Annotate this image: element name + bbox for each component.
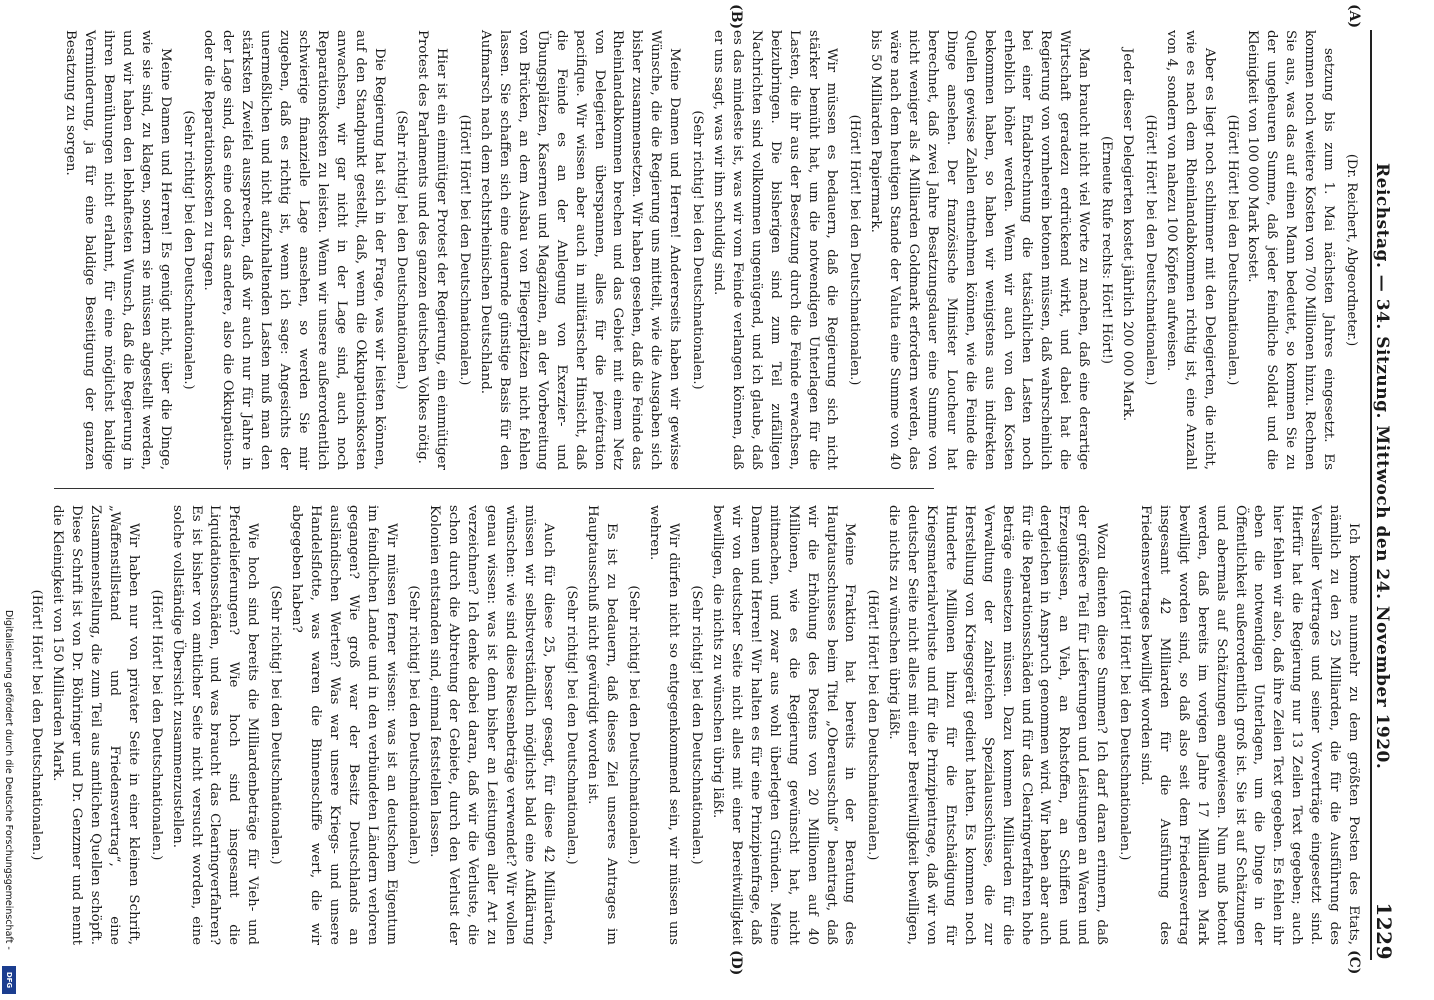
- interjection: (Hört! Hört! bei den Deutschnationalen.): [29, 589, 45, 861]
- interjection: (Hört! Hört! bei den Deutschnationalen.): [1117, 589, 1133, 861]
- text-column-right: [29, 505, 1362, 945]
- credit-text: Digitalisierung gefördert durch die Deutsche Forschungsgemeinschaft -: [3, 610, 14, 950]
- logo-text: DFG: [5, 971, 13, 989]
- dfg-logo: [2, 966, 16, 994]
- paragraph: Man braucht nicht viel Worte zu machen, daß eine derartige Wirtschaft geradezu erdrückend wirkt, und dabei hat die Regierung von vornherein betonen müssen, daß wahrscheinlich bei einer Endabrechnung die tatsächlichen Lasten noch erheblich höher werden. Wenn wir auch von den Kosten bekommen haben, so haben wir wenigstens aus indirekten Quellen gewisse Zahlen entnehmen können, wie die Feinde die Dinge ansehen. Der französische Minister Loucheur hat berechnet, daß zwei Jahre Besatzungsdauer eine Summe von nicht weniger als 4 Milliarden Goldmark erfordern werden, das wäre nach dem heutigen Stande der Valuta eine Summe von 40 bis 50 Milliarden Papiermark.: [868, 30, 1092, 470]
- paragraph: Aber es liegt noch schlimmer mit den Delegierten, die nicht, wie es nach dem Rheinlandabkommen richtig ist, eine Anzahl von 4, sondern von nahezu 100 Köpfen aufweisen.: [1163, 30, 1217, 470]
- margin-mark-c: (C): [1346, 950, 1362, 975]
- paragraph: Wie hoch sind bereits die Milliardenbeträge für Vieh- und Pferdelieferungen? Wie hoch sind insgesamt die Liquidationsschäden, und was braucht das Clearingverfahren? Es ist bisher von amtlicher Seite nicht versucht worden, eine solche vollständige Übersicht zusammenzustellen.: [169, 505, 261, 945]
- margin-mark-b: (B): [728, 4, 744, 30]
- digitization-credit: [0, 610, 16, 1000]
- paragraph: Wir müssen ferner wissen: was ist an deutschem Eigentum im feindlichen Lande und in den verbündeten Ländern verloren gegangen? Wie groß war der Besitz Deutschlands an ausländischen Werten? Was war unsere Kriegs- und unsere Handelsflotte, was waren die Binnenschiffe wert, die wir abgegeben haben?: [289, 505, 399, 945]
- paragraph: Die Regierung hat sich in der Frage, was wir leisten können, auf den Standpunkt gestellt, daß, wenn die Okkupationskosten anwachsen, wir gar nicht in der Lage sind, auch noch Reparationskosten zu leisten. Wenn wir unsere außerordentlich schwierige finanzielle Lage ansehen, so werden Sie mir zugeben, daß es richtig ist, wenn ich sage: Angesichts der unermeßlichen und nicht aufzuhaltenden Lasten muß man den stärksten Zweifel aussprechen, daß wir auch nur für Jahre in der Lage sind, das eine oder das andere, also die Okkupations- oder die Reparationskosten zu tragen.: [201, 30, 387, 470]
- interjection: (Hört! Hört! bei den Deutschnationalen.): [148, 589, 164, 861]
- paragraph: Meine Damen und Herren! Andererseits haben wir gewisse Wünsche, die die Regierung uns mitteilt, wie die Ausgaben sich bisher zusammensetzen. Wir haben gesehen, daß die Feinde das Rheinlandabkommen brechen und das Gebiet mit einem Netz von Delegierten überspannen, alles für die pénétration pacifique. Wir wissen aber auch in militärischer Hinsicht, daß die Feinde es an der Anlegung von Exerzier- und Übungsplätzen, Kasernen und Magazinen, an der Vorbereitung von Brücken, an dem Ausbau von Fliegerplätzen nicht fehlen lassen. Sie schaffen sich eine dauernde günstige Basis für den Aufmarsch nach dem rechtsrheinischen Deutschland.: [478, 30, 683, 470]
- paragraph: Meine Fraktion hat bereits in der Beratung des Hauptausschusses beim Titel „Oberausschuß“ beantragt, daß wir die Erhöhung des Postens von 20 Millionen auf 40 Millionen, wie es die Regierung gewünscht hat, nicht mitmachen, und zwar aus wohl überlegten Gründen. Meine Damen und Herren! Wir halten es für eine Prinzipienfrage, daß wir von deutscher Seite nicht alles mit einer Bereitwilligkeit bewilligen, die nichts zu wünschen übrig läßt.: [710, 505, 858, 945]
- margin-mark-a: (A): [1346, 4, 1362, 29]
- paragraph: Jeder dieser Delegierten kostet jährlich 200 000 Mark.: [1120, 48, 1136, 422]
- paragraph: Meine Damen und Herren! Es genügt nicht, über die Dinge, wie sie sind, zu klagen, sondern sie müssen abgestellt werden, und wir haben den lebhaftesten Wunsch, daß die Regierung in ihren Bemühungen nicht erlahmt, für eine möglichst baldige Verminderung, ja für eine baldige Beseitigung der ganzen Besatzung zu sorgen.: [63, 30, 173, 470]
- interjection: (Hört! Hört! bei den Deutschnationalen.): [1224, 114, 1240, 386]
- paragraph: Ich komme nunmehr zu dem größten Posten des Etats, nämlich zu den 25 Milliarden, die für die Ausführung des Versailler Vertrages und seiner Vorverträge eingesetzt sind. Hierfür hat die Regierung nur 13 Zeilen Text gegeben; auch hier fehlen wir also, daß ihre Zeilen Text gegeben. Es fehlen ihr eben die notwendigen Unterlagen, um die Dinge in der Öffentlichkeit außerordentlich groß ist. Sie ist auf Schätzungen und abermals auf Schätzungen angewiesen. Nun muß betont werden, daß bereits im vorigen Jahre 17 Milliarden Mark bewilligt worden sind, so daß also seit dem Friedensvertrag insgesamt 42 Milliarden für die Ausführung des Friedensvertrages bewilligt worden sind.: [1138, 505, 1361, 945]
- interjection: (Hört! Hört! bei den Deutschnationalen.): [1142, 114, 1158, 386]
- column-divider: [54, 488, 934, 489]
- interjection: (Sehr richtig! bei den Deutschnationalen.): [626, 585, 642, 865]
- interjection: (Hört! Hört! bei den Deutschnationalen.): [457, 114, 473, 386]
- page-title: Reichstag. — 34. Sitzung. Mittwoch den 24. November 1920.: [1372, 163, 1392, 770]
- interjection: (Sehr richtig! bei den Deutschnationalen.): [689, 585, 705, 865]
- paragraph: Wir haben nur von privater Seite in einer kleinen Schrift, „Waffenstillstand und Friedensvertrag“, eine Zusammenstellung, die zum Teil aus amtlichen Quellen schöpft. Diese Schrift ist von Dr. Böhringer und Dr. Genzmer und nennt die Kleinigkeit von 150 Milliarden Mark.: [50, 505, 141, 945]
- speaker-line: (Dr. Reichert, Abgeordneter.): [1344, 153, 1359, 347]
- paragraph: Wozu dienten diese Summen? Ich darf daran erinnern, daß der größere Teil für Lieferungen und Leistungen an Waren und Erzeugnissen, an Vieh, an Rohstoffen, an Schiffen und dergleichen in Anspruch genommen wird. Wir haben aber auch für die Reparationsschäden und für das Clearingverfahren hohe Beträge einsetzen müssen. Dazu kommen Milliarden für die Verwaltung der zahlreichen Spezialausschüsse, die zur Herstellung von Kriegsgerät gedient hatten. Es kommen noch Hunderte Millionen hinzu für die Entschädigung für Kriegsmaterialverluste und für die Prinzipientrage, daß wir von deutscher Seite nicht alles mit einer Bereitwilligkeit bewilligen, die nichts zu wünschen übrig läßt.: [886, 505, 1110, 945]
- paragraph: Es ist zu bedauern, daß dieses Ziel unseres Antrages im Hauptausschuß nicht gewürdigt worden ist.: [584, 505, 619, 945]
- interjection: (Sehr richtig! bei den Deutschnationalen.): [394, 110, 410, 390]
- paragraph: Auch für diese 25, besser gesagt, für diese 42 Milliarden, müssen wir selbstverständlich möglichst bald eine Aufklärung wünschen: wie sind diese Riesenbeträge verwendet? Wir wollen genau wissen: was ist denn bisher an Leistungen aller Art zu verzeichnen? Ich denke dabei daran, daß wir die Verluste, die schon durch die Abtretung der Gebiete, durch den Verlust der Kolonien entstanden sind, einmal feststellen lassen.: [427, 505, 556, 945]
- margin-mark-d: (D): [728, 950, 744, 976]
- interjection: (Sehr richtig! bei den Deutschnationalen.): [563, 585, 579, 865]
- interjection: (Sehr richtig! bei den Deutschnationalen.): [180, 110, 196, 390]
- page-header: [1370, 30, 1406, 960]
- interjection: (Sehr richtig! bei den Deutschnationalen.): [268, 585, 284, 865]
- paragraph: Wir dürfen nicht so entgegenkommend sein, wir müssen uns wehren.: [647, 505, 682, 945]
- text-column-left: [62, 30, 1362, 470]
- paragraph: Wir müssen es bedauern, daß die Regierung sich nicht stärker bemüht hat, um die notwendigen Unterlagen für die Lasten, die ihr aus der Besetzung durch die Feinde erwachsen, beizubringen. Die bisherigen sind zum Teil zufälligen Nachrichten sind vollkommen ungenügend, und ich glaube, daß es das mindeste ist, was wir vom Feinde verlangen können, daß er uns sagt, was wir ihm schuldig sind.: [711, 30, 840, 470]
- interjection: (Hört! Hört! bei den Deutschnationalen.): [847, 114, 863, 386]
- interjection: (Erneute Rufe rechts: Hört! Hört!): [1099, 136, 1115, 364]
- paragraph: Hier ist ein einmütiger Protest der Regierung, ein einmütiger Protest des Parlaments und des ganzen deutschen Volkes nötig.: [415, 30, 450, 470]
- page-number: 1229: [1372, 902, 1396, 960]
- interjection: (Sehr richtig! bei den Deutschnationalen.): [690, 110, 706, 390]
- interjection: (Sehr richtig! bei den Deutschnationalen.): [406, 585, 422, 865]
- interjection: (Hört! Hört! bei den Deutschnationalen.): [865, 589, 881, 861]
- paragraph: setzung bis zum 1. Mai nächsten Jahres eingesetzt. Es kommen noch weitere Kosten von 700 Millionen hinzu. Rechnen Sie aus, was das auf einen Mann bedeutet, so kommen Sie zu der ungeheuren Summe, daß jeder feindliche Soldat und die Kleinigkeit von 100 000 Mark kostet.: [1245, 30, 1337, 470]
